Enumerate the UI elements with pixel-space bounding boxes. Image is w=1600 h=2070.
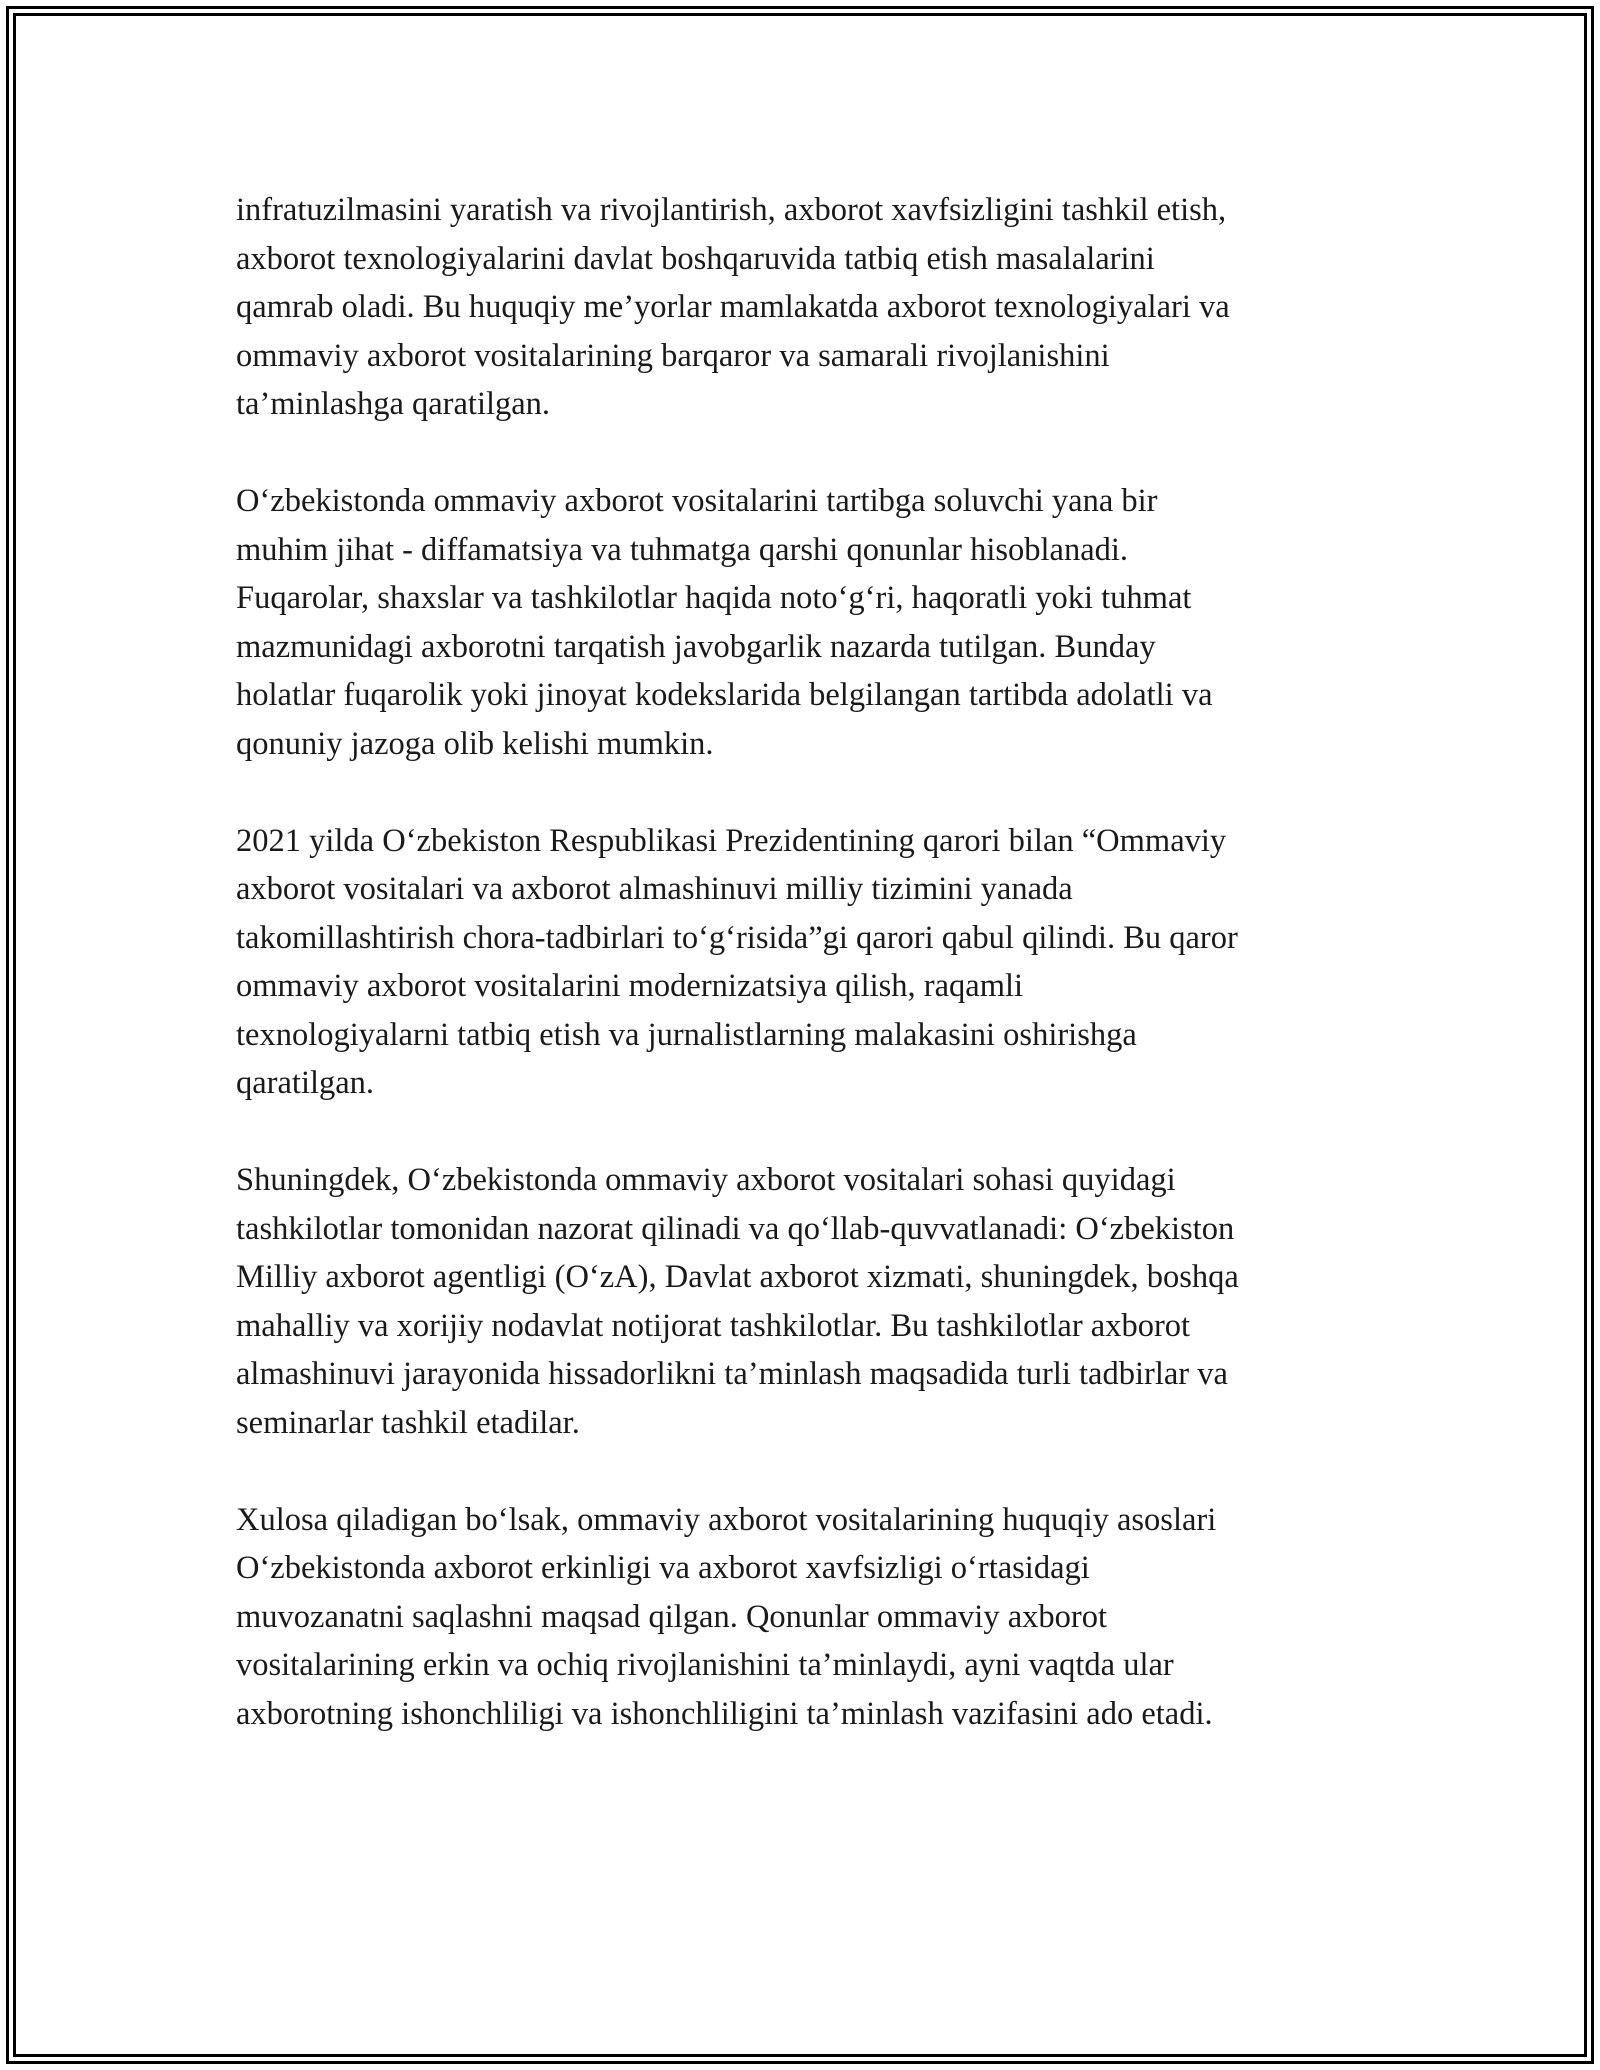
text-line: muvozanatni saqlashni maqsad qilgan. Qonunlar ommaviy axborot bbox=[236, 1598, 1107, 1635]
text-line: Milliy axborot agentligi (O‘zA), Davlat axborot xizmati, shuningdek, boshqa bbox=[236, 1259, 1239, 1295]
text-line: 2021 yilda O‘zbekiston Respublikasi Prezidentining qarori bilan “Ommaviy bbox=[236, 822, 1227, 859]
text-line: infratuzilmasini yaratish va rivojlantirish, axborot xavfsizligini tashkil etish, bbox=[236, 192, 1227, 228]
text-line: qamrab oladi. Bu huquqiy me’yorlar mamlakatda axborot texnologiyalari va bbox=[236, 289, 1230, 325]
text-line: Xulosa qiladigan bo‘lsak, ommaviy axborot vositalarining huquqiy asoslari bbox=[236, 1501, 1217, 1538]
text-line: qonuniy jazoga olib kelishi mumkin. bbox=[236, 725, 714, 762]
text-line: ta’minlashga qaratilgan. bbox=[236, 386, 551, 422]
text-line: axborot vositalari va axborot almashinuvi milliy tizimini yanada bbox=[236, 871, 1073, 907]
text-line: holatlar fuqarolik yoki jinoyat kodekslarida belgilangan tartibda adolatli va bbox=[236, 677, 1213, 713]
text-line: O‘zbekistonda axborot erkinligi va axborot xavfsizligi o‘rtasidagi bbox=[236, 1550, 1090, 1586]
document-body bbox=[236, 186, 1376, 1787]
text-line: takomillashtirish chora-tadbirlari to‘g‘risida”gi qarori qabul qilindi. Bu qaror bbox=[236, 919, 1238, 956]
paragraph-1 bbox=[236, 186, 1376, 429]
text-line: almashinuvi jarayonida hissadorlikni ta’minlash maqsadida turli tadbirlar va bbox=[236, 1356, 1228, 1392]
text-line: seminarlar tashkil etadilar. bbox=[236, 1404, 580, 1441]
text-line: axborot texnologiyalarini davlat boshqaruvida tatbiq etish masalalarini bbox=[236, 240, 1155, 277]
paragraph-5 bbox=[236, 1496, 1376, 1739]
text-line: mazmunidagi axborotni tarqatish javobgarlik nazarda tutilgan. Bunday bbox=[236, 628, 1156, 665]
text-line: mahalliy va xorijiy nodavlat notijorat tashkilotlar. Bu tashkilotlar axborot bbox=[236, 1307, 1191, 1344]
paragraph-3 bbox=[236, 817, 1376, 1108]
paragraph-2 bbox=[236, 477, 1376, 768]
text-line: Shuningdek, O‘zbekistonda ommaviy axborot vositalari sohasi quyidagi bbox=[236, 1162, 1176, 1198]
text-line: axborotning ishonchliligi va ishonchliligini ta’minlash vazifasini ado etadi. bbox=[236, 1695, 1213, 1732]
text-line: ommaviy axborot vositalarining barqaror va samarali rivojlanishini bbox=[236, 337, 1110, 374]
text-line: ommaviy axborot vositalarini modernizatsiya qilish, raqamli bbox=[236, 968, 1024, 1004]
text-line: muhim jihat - diffamatsiya va tuhmatga qarshi qonunlar hisoblanadi. bbox=[236, 531, 1129, 568]
text-line: Fuqarolar, shaxslar va tashkilotlar haqida noto‘g‘ri, haqoratli yoki tuhmat bbox=[236, 580, 1192, 616]
text-line: tashkilotlar tomonidan nazorat qilinadi va qo‘llab-quvvatlanadi: O‘zbekiston bbox=[236, 1210, 1235, 1247]
text-line: qaratilgan. bbox=[236, 1065, 375, 1101]
text-line: texnologiyalarni tatbiq etish va jurnalistlarning malakasini oshirishga bbox=[236, 1016, 1137, 1053]
text-line: vositalarining erkin va ochiq rivojlanishini ta’minlaydi, ayni vaqtda ular bbox=[236, 1647, 1174, 1683]
paragraph-4 bbox=[236, 1156, 1376, 1447]
text-line: O‘zbekistonda ommaviy axborot vositalarini tartibga soluvchi yana bir bbox=[236, 483, 1158, 519]
